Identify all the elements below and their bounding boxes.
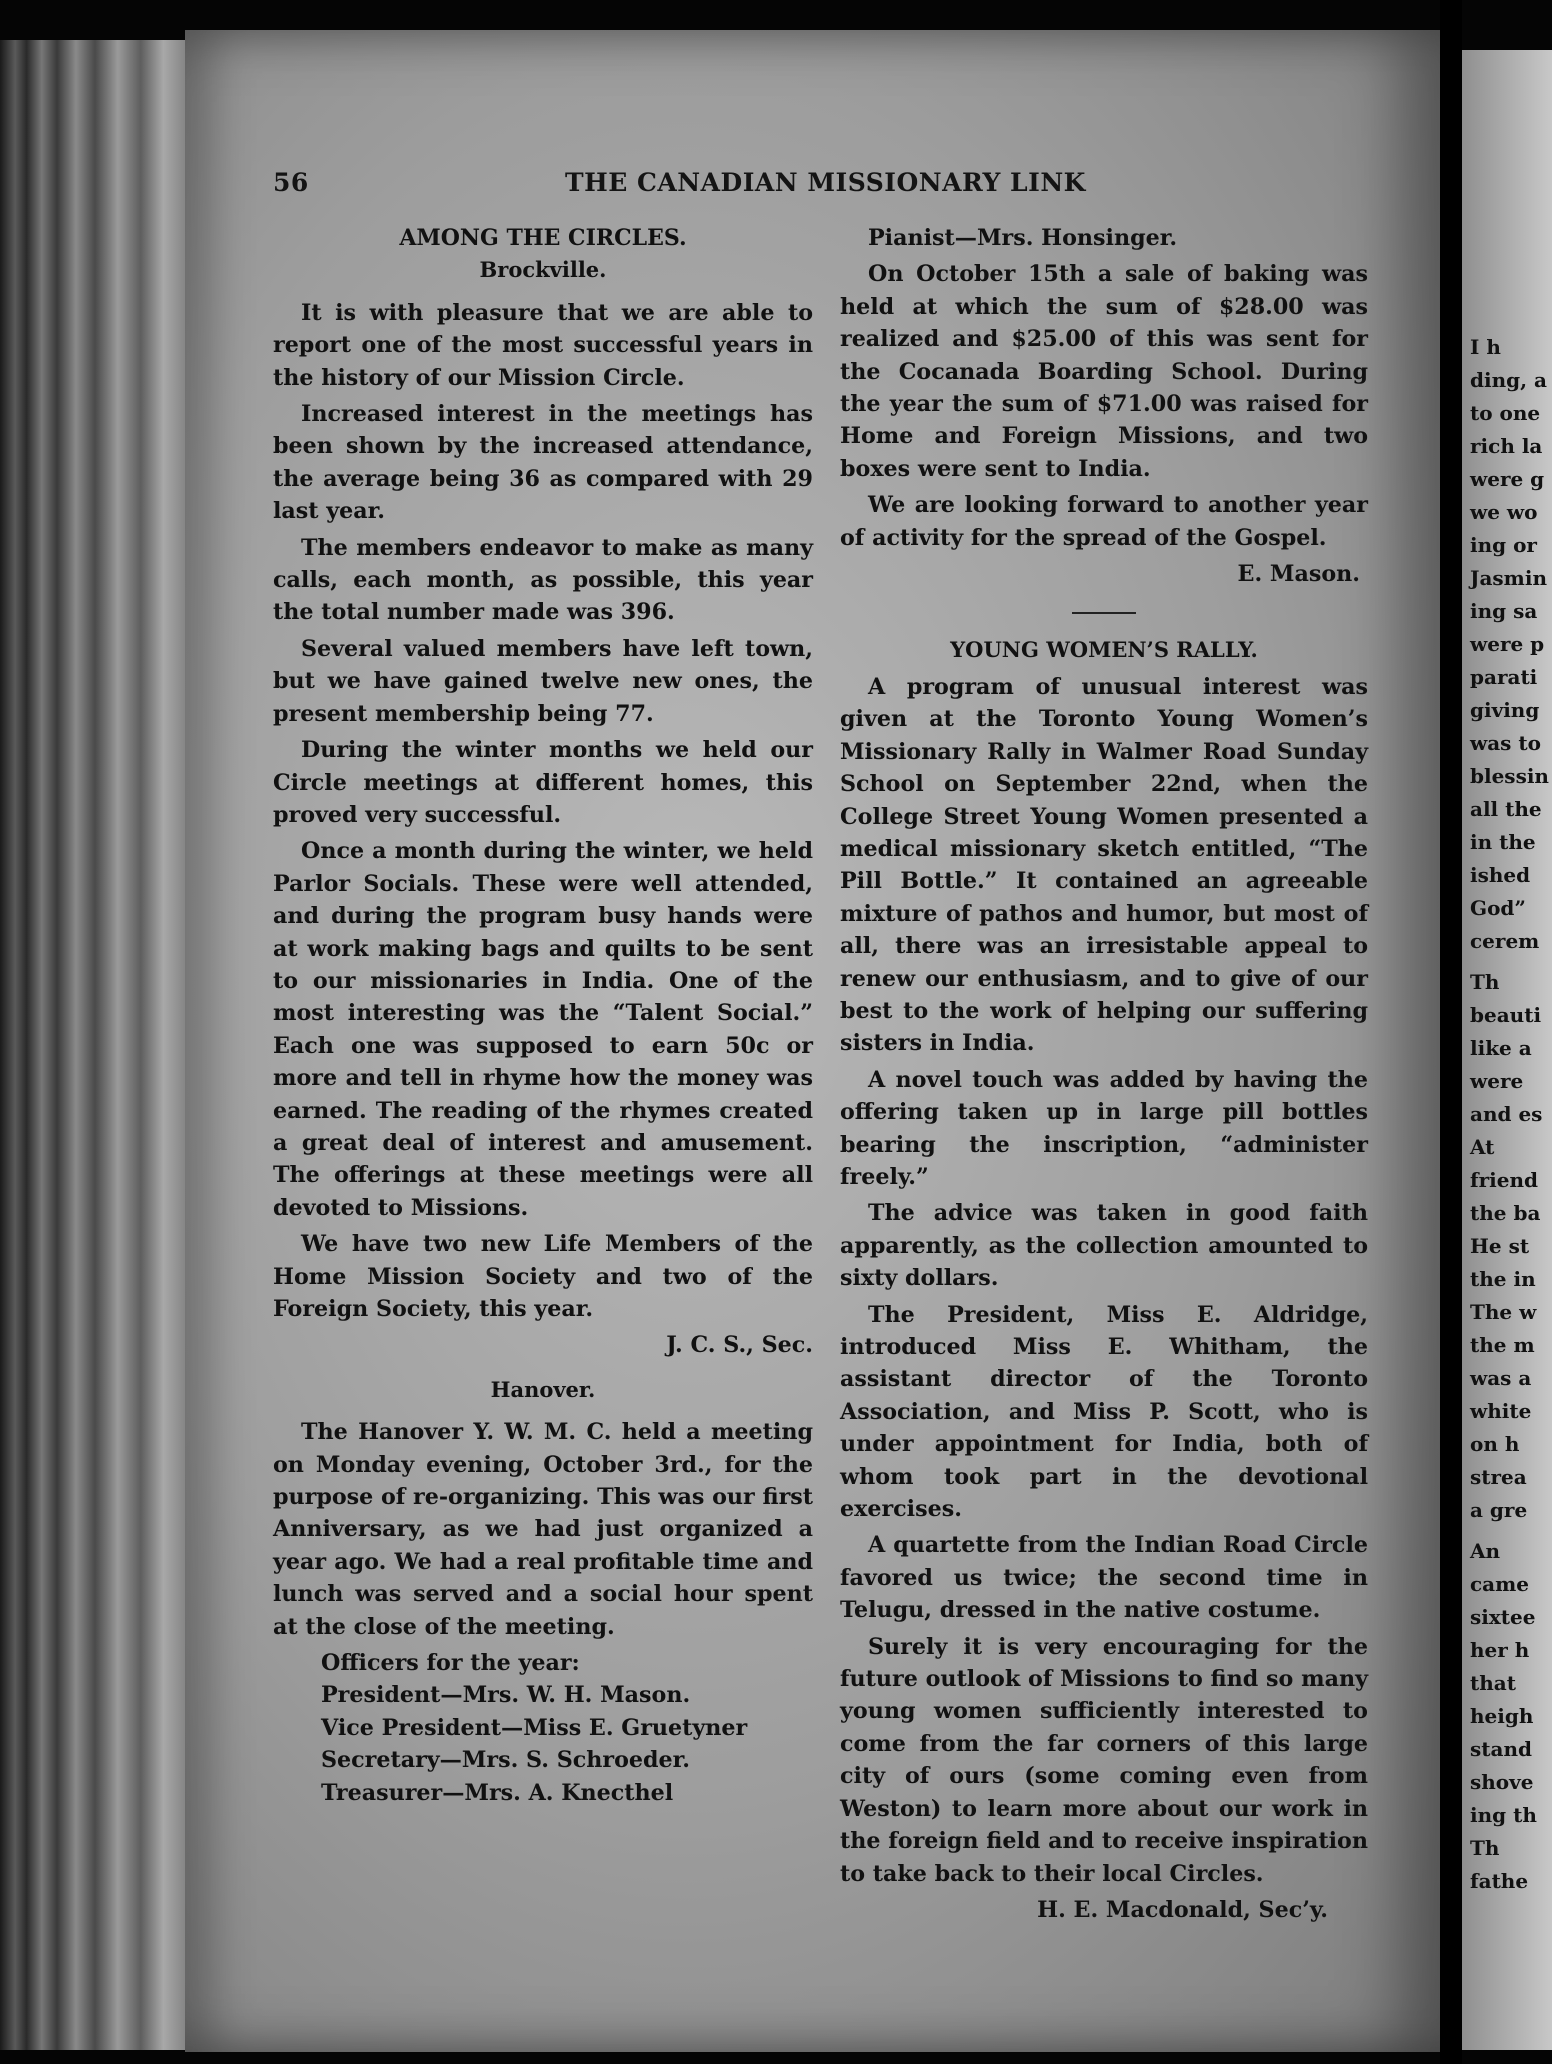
next-page-fragment: all the [1470,797,1542,821]
next-page-fragment: white [1470,1399,1532,1423]
next-page-fragment: He st [1470,1234,1530,1258]
next-page-edge [1462,50,1552,2050]
next-page-fragment: the in [1470,1267,1536,1291]
left-column [273,222,813,1809]
page-gutter [1440,0,1462,2064]
next-page-fragment: the ba [1470,1201,1541,1225]
next-page-fragment: The w [1470,1300,1537,1324]
section-divider [1072,612,1136,614]
book-spine [0,40,190,2050]
hanover-signature: E. Mason. [1237,561,1360,588]
rally-signature: H. E. Macdonald, Sec’y. [1037,1896,1328,1923]
next-page-fragment: sixtee [1470,1605,1536,1629]
officer-president: President—Mrs. W. H. Mason. [321,1682,691,1709]
officers-label: Officers for the year: [321,1650,580,1677]
next-page-fragment: ished [1470,863,1531,887]
page-number: 56 [273,168,309,197]
next-page-fragment: God” [1470,896,1526,920]
next-page-fragment: stand [1470,1737,1532,1761]
next-page-fragment: Th [1470,1836,1500,1860]
next-page-fragment: ding, a [1470,368,1547,392]
next-page-fragment: Jasmin [1470,566,1547,590]
paragraph: On October 15th a sale of baking was held at which the sum of $28.00 was realized and $25.00 of this was sent for the Cocanada Boarding School. During the year the sum of $71.00 was raised for Home and Foreign Missions, and two boxes were sent to India. [840,261,1368,482]
next-page-fragment: blessin [1470,764,1549,788]
next-page-fragment: At [1470,1135,1495,1159]
paragraph: The Hanover Y. W. M. C. held a meeting on Monday evening, October 3rd., for the purpose of re-organizing. This was our first Anniversary, as we had just organized a year ago. We had a real profitable time and lunch was served and a social hour spent at the close of the meeting. [273,1419,814,1640]
next-page-fragment: Th [1470,970,1500,994]
next-page-fragment: ing sa [1470,599,1538,623]
next-page-fragment: beauti [1470,1003,1542,1027]
next-page-fragment: ing or [1470,533,1537,557]
rally-heading: YOUNG WOMEN’S RALLY. [950,637,1258,663]
next-page-fragment: we wo [1470,500,1538,524]
hanover-heading: Hanover. [490,1376,596,1402]
paragraph: Surely it is very encouraging for the future outlook of Missions to find so many young women sufficiently interested to come from the far corners of this large city of ours (some coming even from Weston) to learn more about our work in the foreign field and to receive inspiration to take back to their local Circles. [840,1633,1368,1887]
next-page-fragment: ing th [1470,1803,1537,1827]
section-title: AMONG THE CIRCLES. [399,225,687,251]
next-page-fragment: on h [1470,1432,1520,1456]
officer-treasurer: Treasurer—Mrs. A. Knecthel [321,1779,674,1806]
right-column [840,222,1368,1932]
paragraph: The members endeavor to make as many calls, each month, as possible, this year the total number made was 396. [273,534,813,626]
paragraph: During the winter months we held our Circle meetings at different homes, this proved very successful. [273,737,813,828]
paragraph: Several valued members have left town, but we have gained twelve new ones, the present membership being 77. [273,635,813,727]
next-page-fragment: a gre [1470,1498,1528,1522]
next-page-fragment: strea [1470,1465,1527,1489]
next-page-fragment: were g [1470,467,1545,491]
next-page-fragment: and es [1470,1102,1543,1126]
next-page-fragment: to one [1470,401,1541,425]
paragraph: It is with pleasure that we are able to report one of the most successful years in the history of our Mission Circle. [273,299,813,391]
next-page-fragment: parati [1470,665,1538,689]
paragraph: A novel touch was added by having the offering taken up in large pill bottles bearing the inscription, “administer freely.” [840,1066,1368,1190]
officer-vice-president: Vice President—Miss E. Gruetyner [321,1714,748,1741]
next-page-fragment: heigh [1470,1704,1534,1728]
next-page-fragment: came [1470,1572,1530,1596]
next-page-fragment: rich la [1470,434,1543,458]
next-page-fragment: that [1470,1671,1516,1695]
next-page-fragment: were [1470,1069,1524,1093]
next-page-fragment: was to [1470,731,1541,755]
next-page-fragment: were p [1470,632,1545,656]
next-page-fragment: friend [1470,1168,1538,1192]
next-page-fragment: fathe [1470,1869,1529,1893]
next-page-fragment: in the [1470,830,1536,854]
pianist-line: Pianist—Mrs. Honsinger. [868,225,1178,251]
brockville-signature: J. C. S., Sec. [666,1332,813,1359]
paragraph: A quartette from the Indian Road Circle favored us twice; the second time in Telugu, dressed in the native costume. [840,1532,1368,1624]
paragraph: A program of unusual interest was given at the Toronto Young Women’s Missionary Rally in Walmer Road Sunday School on September 22nd, when the College Street Young Women presented a medical missionary sketch entitled, “The Pill Bottle.” It contained an agreeable mixture of pathos and humor, but most of all, there was an irresistable appeal to renew our enthusiasm, and to give of our best to the work of helping our suffering sisters in India. [840,673,1368,1057]
next-page-fragment: shove [1470,1770,1534,1794]
next-page-fragment: cerem [1470,929,1540,953]
next-page-fragment: like a [1470,1036,1532,1060]
brockville-heading: Brockville. [479,257,607,283]
paragraph: Increased interest in the meetings has been shown by the increased attendance, the average being 36 as compared with 29 last year. [273,401,813,525]
next-page-fragment: I h [1470,335,1501,359]
officer-secretary: Secretary—Mrs. S. Schroeder. [321,1747,690,1774]
next-page-fragment: the m [1470,1333,1535,1357]
next-page-fragment: An [1470,1539,1501,1563]
next-page-fragment: was a [1470,1366,1532,1390]
paragraph: The President, Miss E. Aldridge, introduced Miss E. Whitham, the assistant director of the Toronto Association, and Miss P. Scott, who is under appointment for India, both of whom took part in the devotional exercises. [840,1301,1368,1523]
paragraph: We are looking forward to another year of activity for the spread of the Gospel. [840,492,1368,551]
page-title: THE CANADIAN MISSIONARY LINK [565,168,1086,197]
paragraph: The advice was taken in good faith apparently, as the collection amounted to sixty dollars. [840,1200,1368,1292]
paragraph: We have two new Life Members of the Home Mission Society and two of the Foreign Society, this year. [273,1231,813,1322]
next-page-fragment: giving [1470,698,1540,722]
paragraph: Once a month during the winter, we held Parlor Socials. These were well attended, and during the program busy hands were at work making bags and quilts to be sent to our missionaries in India. One of the most interesting was the “Talent Social.” Each one was supposed to earn 50c or more and tell in rhyme how the money was earned. The reading of the rhymes created a great deal of interest and amusement. The offerings at these meetings were all devoted to Missions. [273,838,813,1221]
next-page-fragment: her h [1470,1638,1530,1662]
